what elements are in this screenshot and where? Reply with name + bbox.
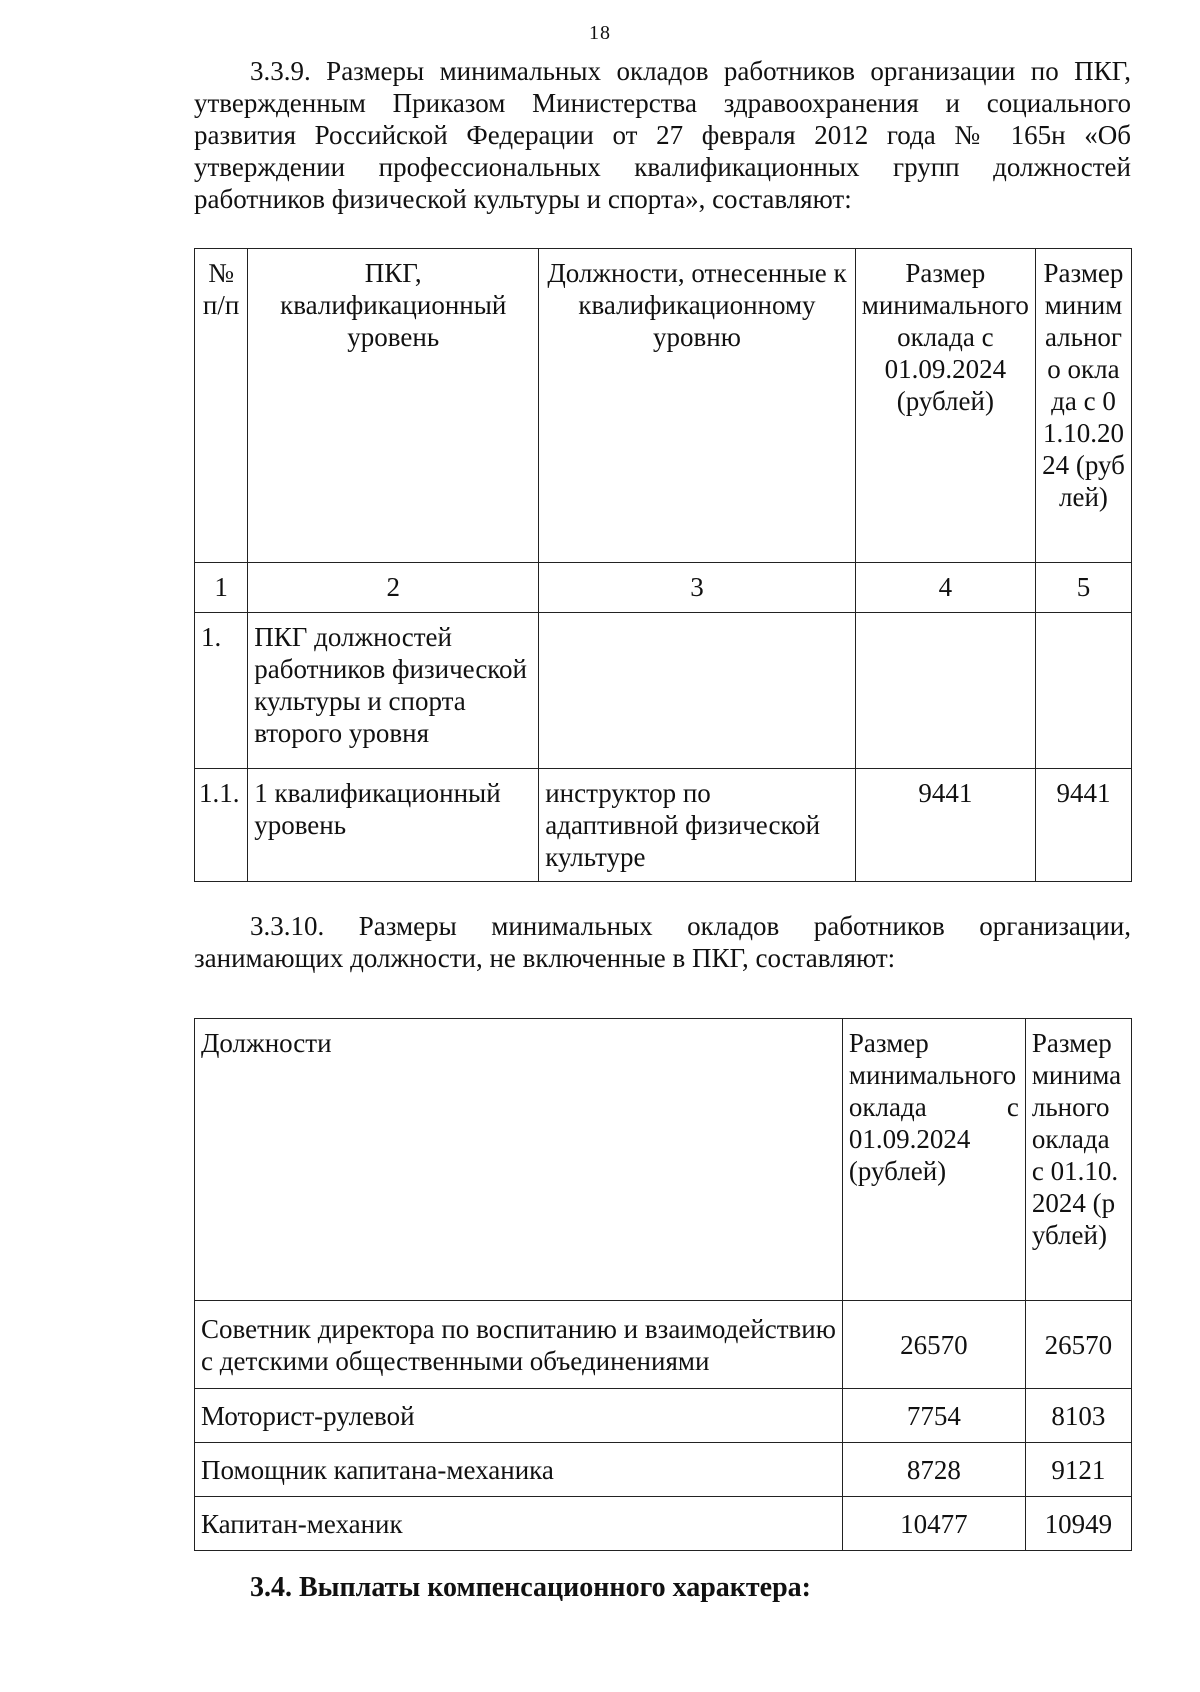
paragraph-3-3-9: 3.3.9. Размеры минимальных окладов работников организации по ПКГ, утвержденным Приказом Министерства здравоохранения и социального развития Российской Федерации от 27 февраля 2012 года № 165н «Об утверждении профессиональных квалификационных групп должностей работников физической культуры и спорта», составляют: [194,56,1131,214]
row-pkg: ПКГ должностей работников физической культуры и спорта второго уровня [248,613,539,769]
column-number: 2 [248,563,539,613]
table-row [195,1497,1132,1551]
row-salary-sep: 7754 [842,1389,1025,1443]
row-salary-sep [855,613,1035,769]
paragraph-3-3-10: 3.3.10. Размеры минимальных окладов работников организации, занимающих должности, не включенные в ПКГ, составляют: [194,911,1131,973]
row-salary-sep: 10477 [842,1497,1025,1551]
row-salary-sep: 26570 [842,1301,1025,1389]
column-number: 4 [855,563,1035,613]
header-cell-positions: Должности, отнесенные к квалификационному уровню [539,249,856,563]
row-position: Советник директора по воспитанию и взаимодействию с детскими общественными объединениями [195,1301,843,1389]
header-cell-salary-oct: Размер минимального оклада с 01.10.2024 (рублей) [1025,1019,1131,1301]
column-number-row [195,563,1132,613]
row-salary-oct: 26570 [1025,1301,1131,1389]
row-salary-oct [1035,613,1131,769]
table-non-pkg-salaries [194,1018,1132,1551]
column-number: 1 [195,563,248,613]
row-salary-sep: 8728 [842,1443,1025,1497]
header-cell-positions: Должности [195,1019,843,1301]
header-cell-number: № п/п [195,249,248,563]
row-salary-oct: 8103 [1025,1389,1131,1443]
table-row [195,1443,1132,1497]
section-heading-3-4: 3.4. Выплаты компенсационного характера: [250,1572,811,1603]
column-number: 3 [539,563,856,613]
row-salary-oct: 10949 [1025,1497,1131,1551]
column-number: 5 [1035,563,1131,613]
header-cell-salary-sep: Размер минимального оклада с 01.09.2024 (рублей) [855,249,1035,563]
row-positions [539,613,856,769]
header-cell-salary-oct: Размер минимального оклада с 01.10.2024 (рублей) [1035,249,1131,563]
row-salary-oct: 9441 [1035,769,1131,882]
row-number: 1.1. [195,769,248,882]
table-header-row [195,249,1132,563]
row-salary-sep: 9441 [855,769,1035,882]
page-number: 18 [589,22,611,44]
header-cell-salary-sep: Размер минимального оклада с 01.09.2024 (рублей) [842,1019,1025,1301]
header-cell-pkg: ПКГ, квалификационный уровень [248,249,539,563]
table-row [195,1301,1132,1389]
row-salary-oct: 9121 [1025,1443,1131,1497]
row-position: Помощник капитана-механика [195,1443,843,1497]
table-pkg-salaries [194,248,1132,882]
row-number: 1. [195,613,248,769]
table-row [195,769,1132,882]
table-header-row [195,1019,1132,1301]
row-pkg: 1 квалификационный уровень [248,769,539,882]
row-positions: инструктор по адаптивной физической культуре [539,769,856,882]
row-position: Капитан-механик [195,1497,843,1551]
table-row [195,613,1132,769]
table-row [195,1389,1132,1443]
row-position: Моторист-рулевой [195,1389,843,1443]
